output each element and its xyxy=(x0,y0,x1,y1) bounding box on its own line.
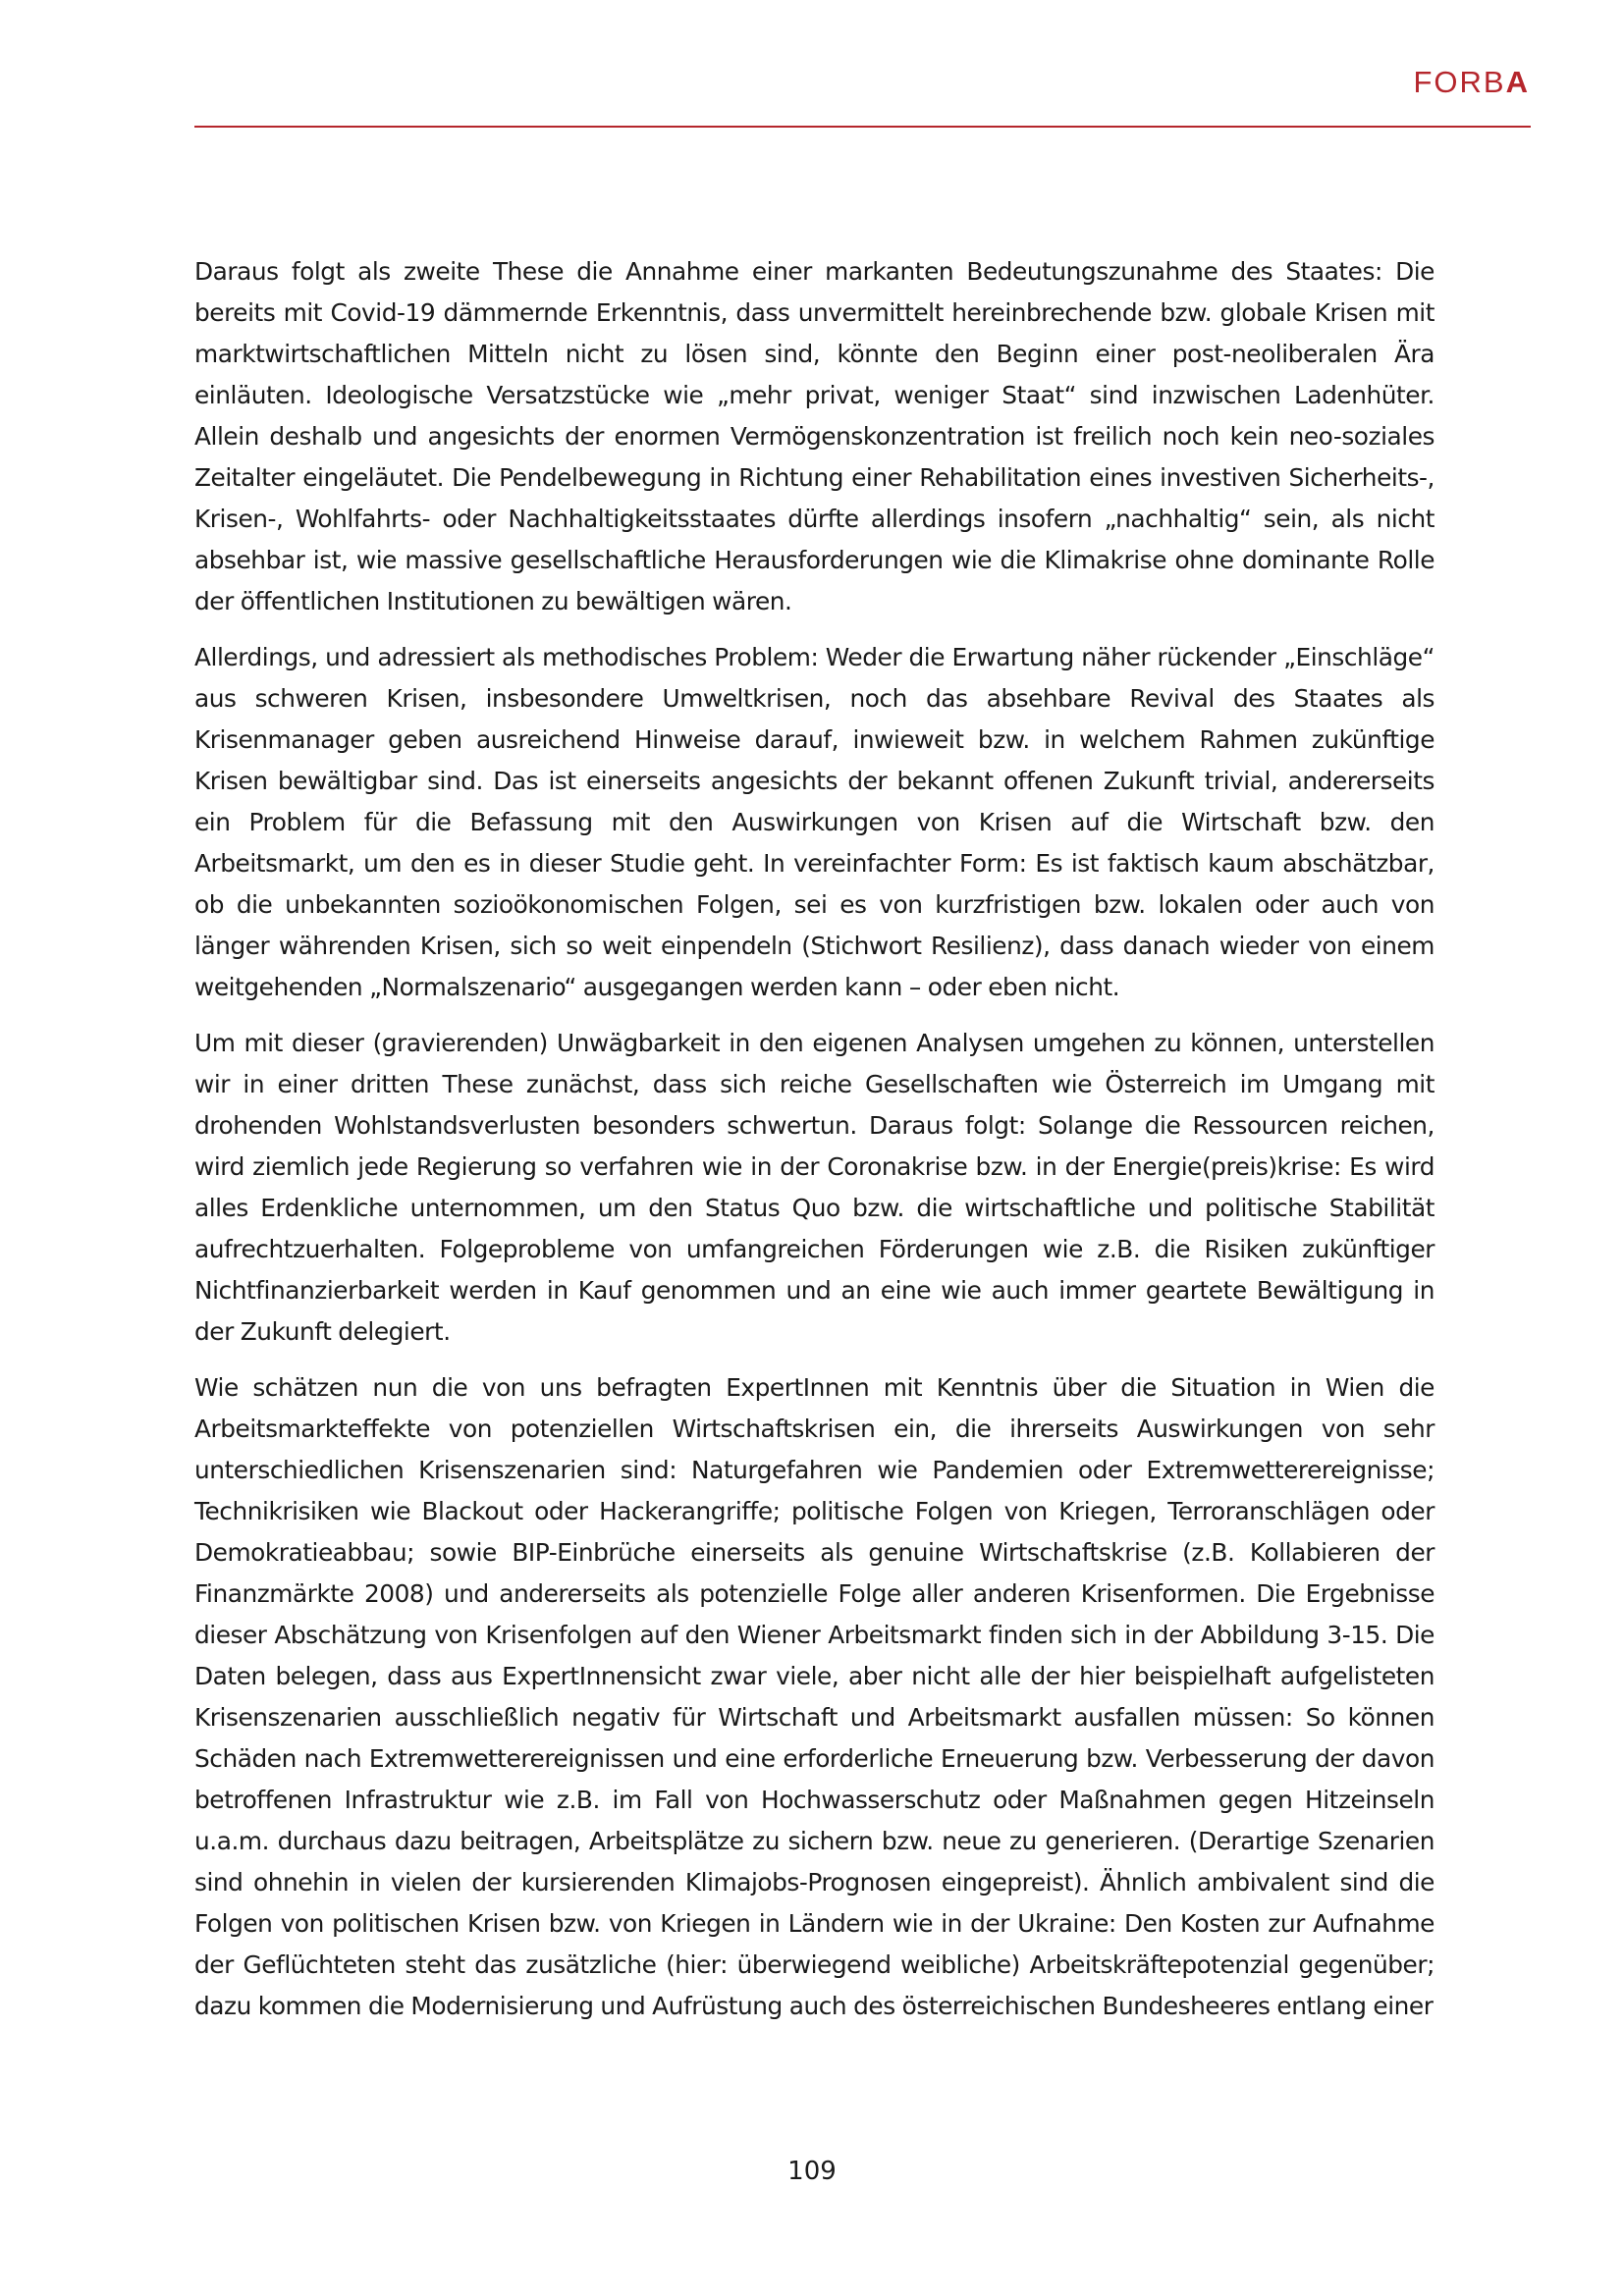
paragraph-1: Daraus folgt als zweite These die Annahme einer markanten Bedeutungszunahme des Staates: Die bereits mit Covid-19 dämmernde Erkenntnis, dass unvermittelt hereinbrechende bzw. globale Krisen mit marktwirtschaftlichen Mitteln nicht zu lösen sind, könnte den Beginn einer post-neoliberalen Ära einläuten. Ideologische Versatzstücke wie „mehr privat, weniger Staat“ sind inzwischen Ladenhüter. Allein deshalb und angesichts der enormen Vermögenskonzentration ist freilich noch kein neo-soziales Zeitalter eingeläutet. Die Pendelbewegung in Richtung einer Rehabilitation eines investiven Sicherheits-, Krisen-, Wohlfahrts- oder Nachhaltigkeitsstaates dürfte allerdings insofern „nachhaltig“ sein, als nicht absehbar ist, wie massive gesellschaftliche Herausforderungen wie die Klimakrise ohne dominante Rolle der öffentlichen Institutionen zu bewältigen wären. xyxy=(194,257,1435,615)
forba-logo xyxy=(1413,67,1530,97)
paragraph-2: Allerdings, und adressiert als methodisches Problem: Weder die Erwartung näher rückender „Einschläge“ aus schweren Krisen, insbesondere Umweltkrisen, noch das absehbare Revival des Staates als Krisenmanager geben ausreichend Hinweise darauf, inwieweit bzw. in welchem Rahmen zukünftige Krisen bewältigbar sind. Das ist einerseits angesichts der bekannt offenen Zukunft trivial, andererseits ein Problem für die Befassung mit den Auswirkungen von Krisen auf die Wirtschaft bzw. den Arbeitsmarkt, um den es in dieser Studie geht. In vereinfachter Form: Es ist faktisch kaum abschätzbar, ob die unbekannten sozioökonomischen Folgen, sei es von kurzfristigen bzw. lokalen oder auch von länger währenden Krisen, sich so weit einpendeln (Stichwort Resilienz), dass danach wieder von einem weitgehenden „Normalszenario“ ausgegangen werden kann – oder eben nicht. xyxy=(194,643,1435,1001)
page-number: 109 xyxy=(787,2157,837,2186)
logo-text-accent: A xyxy=(1505,65,1530,99)
header-divider xyxy=(194,126,1531,128)
body-text xyxy=(194,251,1435,2042)
paragraph-3: Um mit dieser (gravierenden) Unwägbarkeit in den eigenen Analysen umgehen zu können, unterstellen wir in einer dritten These zunächst, dass sich reiche Gesellschaften wie Österreich im Umgang mit drohenden Wohlstandsverlusten besonders schwertun. Daraus folgt: Solange die Ressourcen reichen, wird ziemlich jede Regierung so verfahren wie in der Coronakrise bzw. in der Energie(preis)krise: Es wird alles Erdenkliche unternommen, um den Status Quo bzw. die wirtschaftliche und politische Stabilität aufrechtzuerhalten. Folgeprobleme von umfangreichen Förderungen wie z.B. die Risiken zukünftiger Nichtfinanzierbarkeit werden in Kauf genommen und an eine wie auch immer geartete Bewältigung in der Zukunft delegiert. xyxy=(194,1029,1435,1346)
paragraph-4: Wie schätzen nun die von uns befragten ExpertInnen mit Kenntnis über die Situation in Wien die Arbeitsmarkteffekte von potenziellen Wirtschaftskrisen ein, die ihrerseits Auswirkungen von sehr unterschiedlichen Krisenszenarien sind: Naturgefahren wie Pandemien oder Extremwetterereignisse; Technikrisiken wie Blackout oder Hackerangriffe; politische Folgen von Kriegen, Terroranschlägen oder Demokratieabbau; sowie BIP-Einbrüche einerseits als genuine Wirtschaftskrise (z.B. Kollabieren der Finanzmärkte 2008) und andererseits als potenzielle Folge aller anderen Krisenformen. Die Ergebnisse dieser Abschätzung von Krisenfolgen auf den Wiener Arbeitsmarkt finden sich in der Abbildung 3-15. Die Daten belegen, dass aus ExpertInnensicht zwar viele, aber nicht alle der hier beispielhaft aufgelisteten Krisenszenarien ausschließlich negativ für Wirtschaft und Arbeitsmarkt ausfallen müssen: So können Schäden nach Extremwetterereignissen und eine erforderliche Erneuerung bzw. Verbesserung der davon betroffenen Infrastruktur wie z.B. im Fall von Hochwasserschutz oder Maßnahmen gegen Hitzeinseln u.a.m. durchaus dazu beitragen, Arbeitsplätze zu sichern bzw. neue zu generieren. (Derartige Szenarien sind ohnehin in vielen der kursierenden Klimajobs-Prognosen eingepreist). Ähnlich ambivalent sind die Folgen von politischen Krisen bzw. von Kriegen in Ländern wie in der Ukraine: Den Kosten zur Aufnahme der Geflüchteten steht das zusätzliche (hier: überwiegend weibliche) Arbeitskräftepotenzial gegenüber; dazu kommen die Modernisierung und Aufrüstung auch des österreichischen Bundesheeres entlang einer xyxy=(194,1373,1435,2020)
logo-text-main: FORB xyxy=(1413,65,1506,99)
